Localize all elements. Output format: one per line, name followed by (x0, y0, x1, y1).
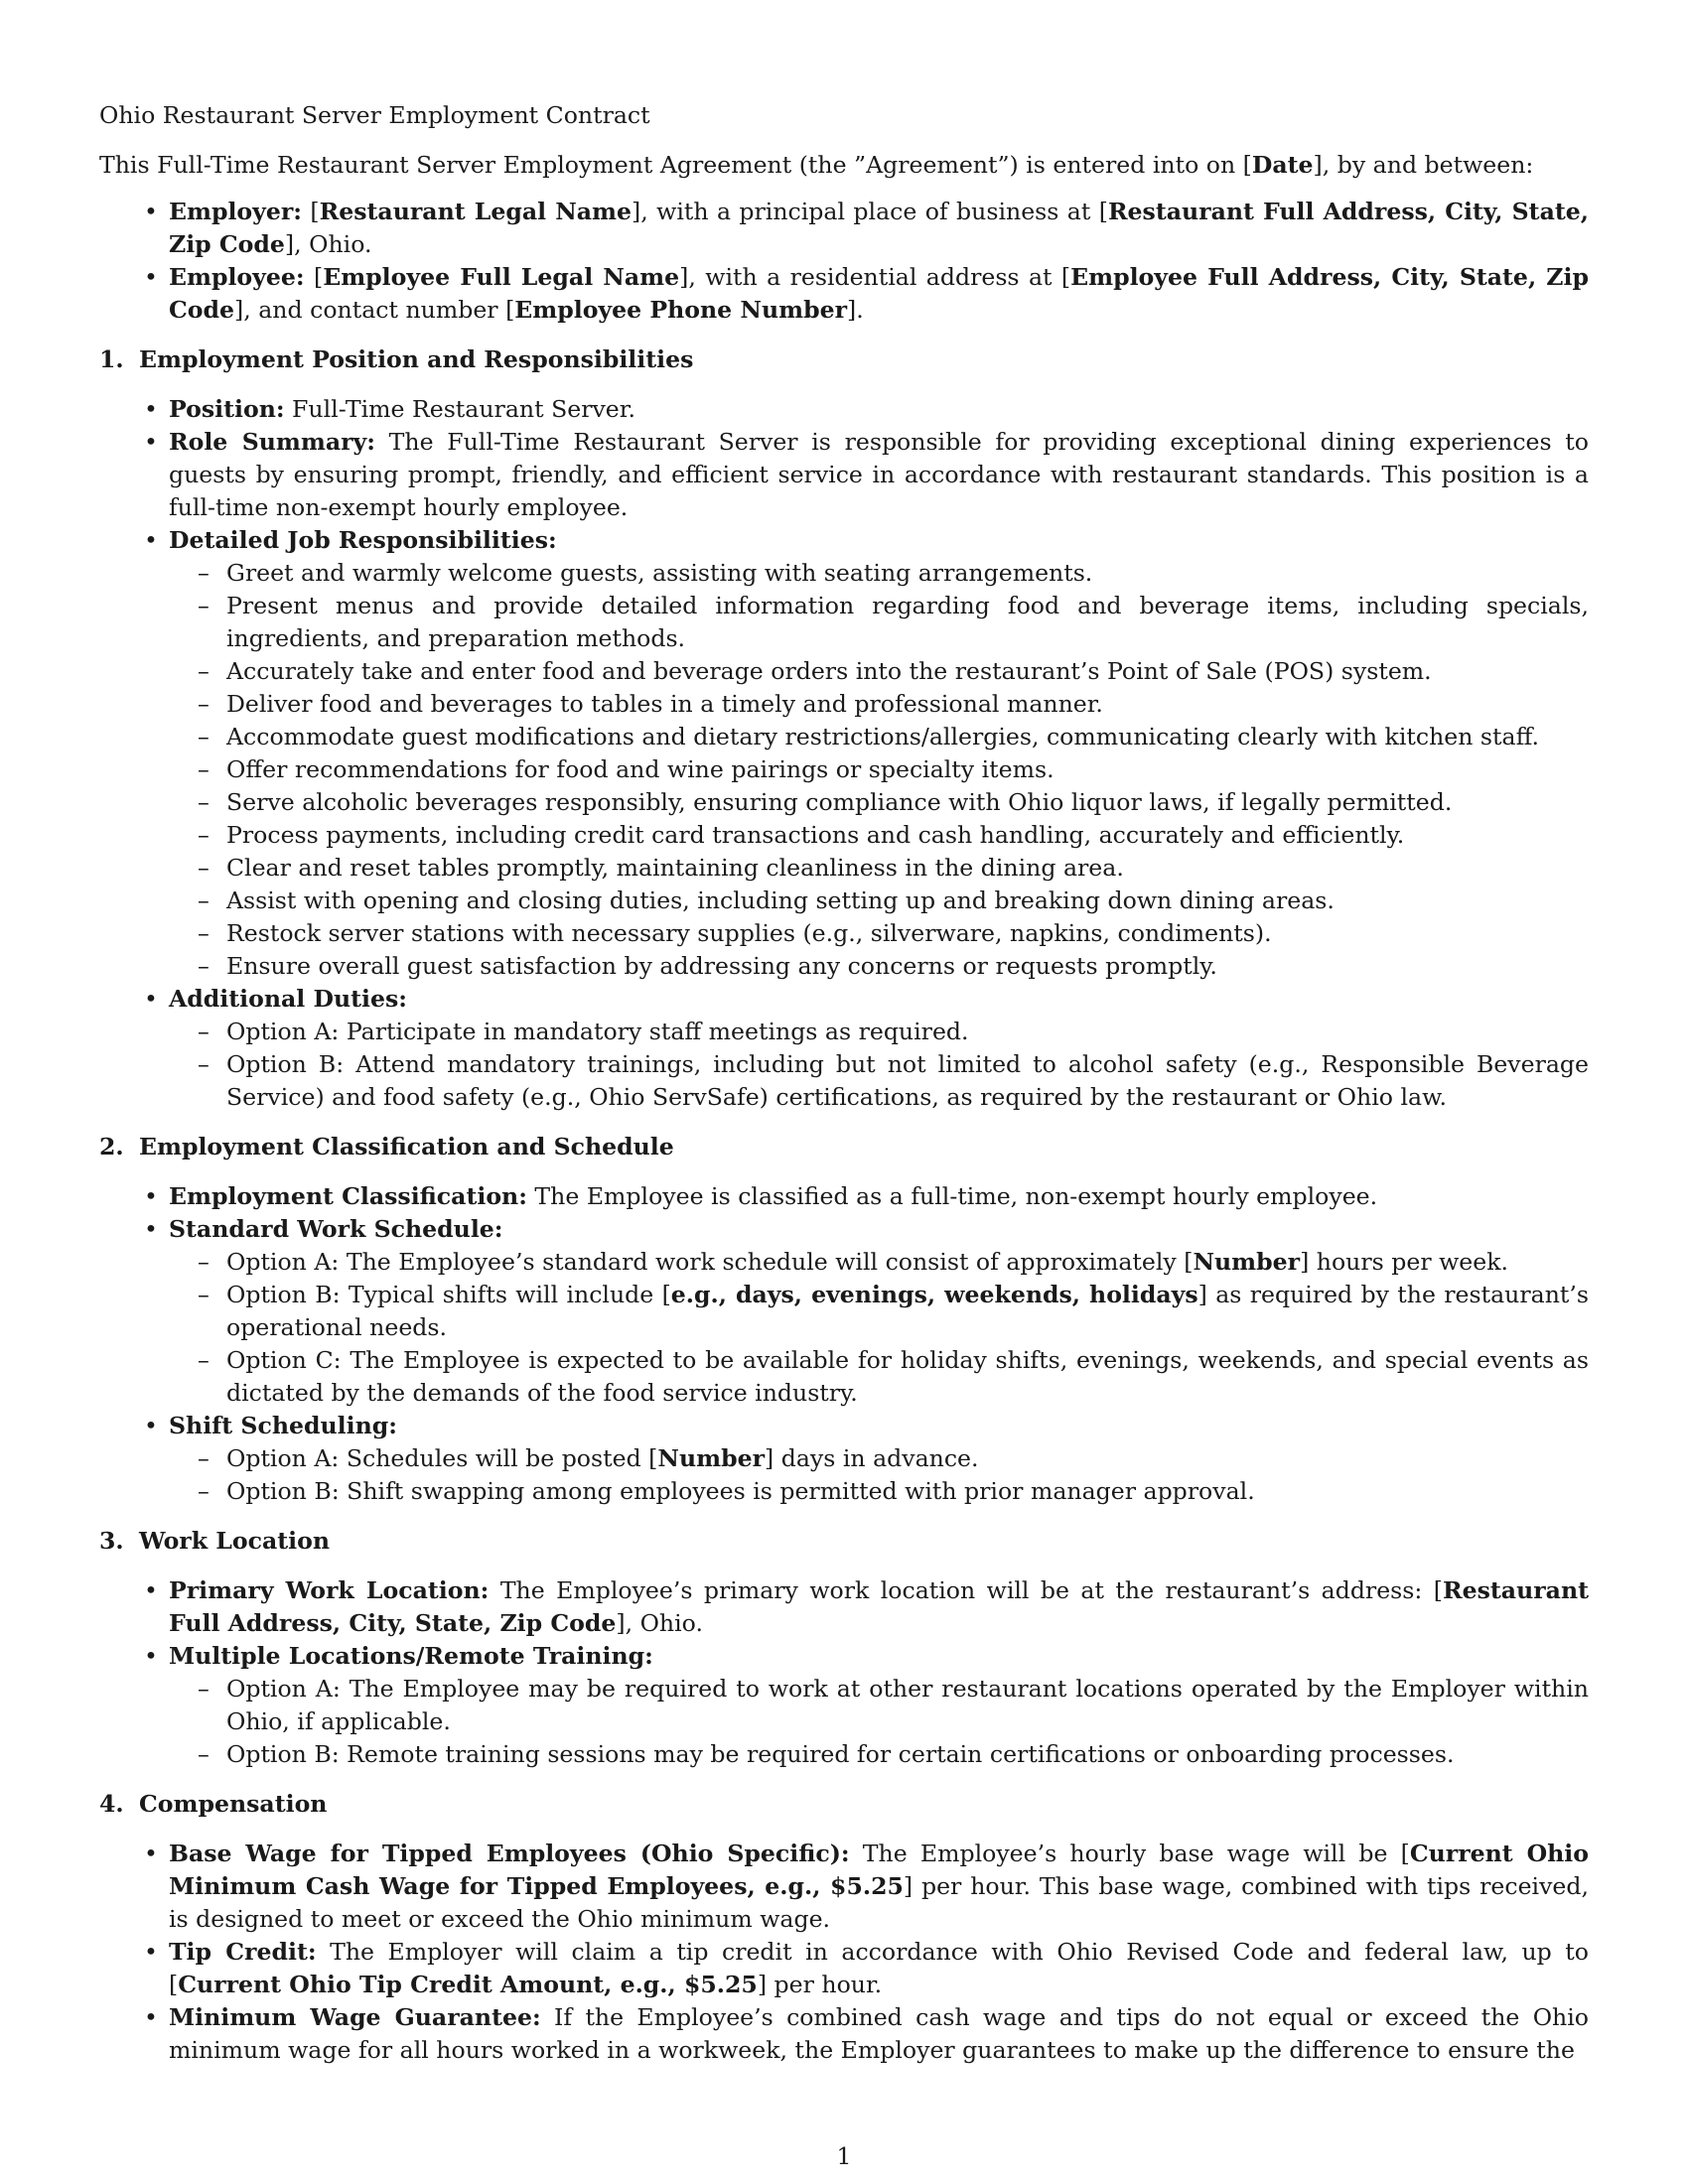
list-item: – Clear and reset tables promptly, maintaining cleanliness in the dining area. (169, 852, 1589, 885)
list-item: – Process payments, including credit card transactions and cash handling, accurately and efficiently. (169, 819, 1589, 852)
list-item: – Option A: The Employee’s standard work schedule will consist of approximately [Number] hours per week. (169, 1246, 1589, 1279)
party-employee: • Employee: [Employee Full Legal Name], with a residential address at [Employee Full Address, City, State, Zip Code], and contact number [Employee Phone Number]. (144, 263, 1589, 324)
bullet-icon: • (144, 1840, 158, 1867)
dash-icon: – (198, 1248, 210, 1276)
document-title: Ohio Restaurant Server Employment Contract (99, 101, 650, 129)
section-3-heading: 3. Work Location (99, 1527, 331, 1555)
location-options-list (169, 1673, 1589, 1771)
list-item: – Option A: Schedules will be posted [Number] days in advance. (169, 1442, 1589, 1475)
bullet-icon: • (144, 198, 158, 225)
section-2-heading: 2. Employment Classification and Schedule (99, 1133, 674, 1160)
multiple-locations-item: • Multiple Locations/Remote Training: – Option A: The Employee may be required to work at other restaurant locations operated by the Employer within Ohio, if applicable. – Option B: Remote training sessions may be required for certain certifications or onboarding processes. (99, 1640, 1589, 1771)
schedule-options-list (169, 1246, 1589, 1410)
list-item: – Deliver food and beverages to tables in a timely and professional manner. (169, 688, 1589, 721)
minimum-wage-item: • Minimum Wage Guarantee: If the Employee’s combined cash wage and tips do not equal or exceed the Ohio minimum wage for all hours worked in a workweek, the Employer guarantees to make up the difference to ensure the (144, 2003, 1589, 2064)
bullet-icon: • (144, 1412, 158, 1439)
dash-icon: – (198, 887, 210, 914)
shift-options-list (169, 1442, 1589, 1508)
page-number: 1 (836, 2142, 852, 2170)
bullet-icon: • (144, 985, 158, 1013)
section-4-heading: 4. Compensation (99, 1790, 328, 1818)
bullet-icon: • (144, 1642, 158, 1670)
tip-credit-item: • Tip Credit: The Employer will claim a tip credit in accordance with Ohio Revised Code and federal law, up to [Current Ohio Tip Credit Amount, e.g., $5.25] per hour. (144, 1938, 1589, 1998)
section-1-list (99, 393, 1589, 1114)
additional-duties-item: • Additional Duties: – Option A: Participate in mandatory staff meetings as required. – Option B: Attend mandatory trainings, including but not limited to alcohol safety (e.g., Responsible Beverage Service) and food safety (e.g., Ohio ServSafe) certifications, as required by the restaurant or Ohio law. (99, 983, 1589, 1114)
dash-icon: – (198, 952, 210, 980)
list-item: – Option B: Remote training sessions may be required for certain certifications or onboarding processes. (169, 1738, 1589, 1771)
dash-icon: – (198, 788, 210, 816)
dash-icon: – (198, 559, 210, 587)
list-item: – Restock server stations with necessary supplies (e.g., silverware, napkins, condiments). (169, 917, 1589, 950)
contract-page (99, 99, 1589, 2067)
list-item: – Serve alcoholic beverages responsibly, ensuring compliance with Ohio liquor laws, if legally permitted. (169, 786, 1589, 819)
classification-item: • Employment Classification: The Employee is classified as a full-time, non-exempt hourly employee. (99, 1180, 1589, 1213)
dash-icon: – (198, 919, 210, 947)
dash-icon: – (198, 1477, 210, 1505)
base-wage-item: • Base Wage for Tipped Employees (Ohio Specific): The Employee’s hourly base wage will be [Current Ohio Minimum Cash Wage for Tipped Employees, e.g., $5.25] per hour. This base wage, combined with tips received, is designed to meet or exceed the Ohio minimum wage. (144, 1840, 1590, 1933)
dash-icon: – (198, 1281, 210, 1308)
party-employer: • Employer: [Restaurant Legal Name], with a principal place of business at [Restaurant Full Address, City, State, Zip Code], Ohio. (144, 198, 1589, 258)
duties-item: • Detailed Job Responsibilities: – Greet and warmly welcome guests, assisting with seating arrangements. – Present menus and provide detailed information regarding food and beverage items, including specials, ingredients, and preparation methods. – Accurately take and enter food and beverage orders into the restaurant’s Point of Sale (POS) system. – Deliver food and beverages to tables in a timely and professional manner. – Accommodate guest modifications and dietary restrictions/allergies, communicating clearly with kitchen staff. – Offer recommendations for food and wine pairings or specialty items. – Serve alcoholic beverages responsibly, ensuring compliance with Ohio liquor laws, if legally permitted. – Process payments, including credit card transactions and cash handling, accurately and efficiently. – Clear and reset tables promptly, maintaining cleanliness in the dining area. – Assist with opening and closing duties, including setting up and breaking down dining areas. – Restock server stations with necessary supplies (e.g., silverware, napkins, condiments). – Ensure overall guest satisfaction by addressing any concerns or requests promptly. (99, 524, 1589, 983)
bullet-icon: • (144, 395, 158, 423)
list-item: – Accurately take and enter food and beverage orders into the restaurant’s Point of Sale (POS) system. (169, 655, 1589, 688)
shift-scheduling-item: • Shift Scheduling: – Option A: Schedules will be posted [Number] days in advance. – Option B: Shift swapping among employees is permitted with prior manager approval. (99, 1410, 1589, 1508)
list-item: – Assist with opening and closing duties, including setting up and breaking down dining areas. (169, 885, 1589, 917)
parties-list (99, 196, 1589, 327)
dash-icon: – (198, 690, 210, 718)
schedule-item: • Standard Work Schedule: – Option A: The Employee’s standard work schedule will consist of approximately [Number] hours per week. – Option B: Typical shifts will include [e.g., days, evenings, weekends, holidays] as required by the restaurant’s operational needs. – Option C: The Employee is expected to be available for holiday shifts, evenings, weekends, and special events as dictated by the demands of the food service industry. (99, 1213, 1589, 1410)
bullet-icon: • (144, 1215, 158, 1243)
list-item: – Present menus and provide detailed information regarding food and beverage items, including specials, ingredients, and preparation methods. (198, 592, 1589, 652)
dash-icon: – (198, 1050, 210, 1078)
additional-duties-list (169, 1016, 1589, 1114)
bullet-icon: • (144, 2003, 158, 2031)
bullet-icon: • (144, 1576, 158, 1604)
dash-icon: – (198, 723, 210, 751)
dash-icon: – (198, 1444, 210, 1472)
position-item: • Position: Full-Time Restaurant Server. (99, 393, 1589, 426)
primary-location-item: • Primary Work Location: The Employee’s primary work location will be at the restaurant’s address: [Restaurant Full Address, City, State, Zip Code], Ohio. (144, 1576, 1589, 1637)
list-item: – Option B: Attend mandatory trainings, including but not limited to alcohol safety (e.g., Responsible Beverage Service) and food safety (e.g., Ohio ServSafe) certifications, as required by the restaurant or Ohio law. (198, 1050, 1589, 1111)
bullet-icon: • (144, 1938, 158, 1966)
list-item: – Accommodate guest modifications and dietary restrictions/allergies, communicating clearly with kitchen staff. (169, 721, 1589, 753)
section-4-list (99, 1838, 1589, 2067)
list-item: – Offer recommendations for food and wine pairings or specialty items. (169, 753, 1589, 786)
dash-icon: – (198, 657, 210, 685)
list-item: – Option A: The Employee may be required to work at other restaurant locations operated by the Employer within Ohio, if applicable. (198, 1675, 1589, 1735)
list-item: – Option C: The Employee is expected to be available for holiday shifts, evenings, weekends, and special events as dictated by the demands of the food service industry. (198, 1346, 1589, 1407)
bullet-icon: • (144, 1182, 158, 1210)
intro-paragraph: This Full-Time Restaurant Server Employment Agreement (the ”Agreement”) is entered into on [Date], by and between: (99, 151, 1534, 179)
list-item: – Ensure overall guest satisfaction by addressing any concerns or requests promptly. (169, 950, 1589, 983)
dash-icon: – (198, 755, 210, 783)
section-2-list (99, 1180, 1589, 1508)
section-3-list (99, 1574, 1589, 1771)
dash-icon: – (198, 1675, 210, 1703)
dash-icon: – (198, 592, 210, 619)
duties-list (169, 557, 1589, 983)
dash-icon: – (198, 854, 210, 882)
role-summary-item: • Role Summary: The Full-Time Restaurant Server is responsible for providing exceptional dining experiences to guests by ensuring prompt, friendly, and efficient service in accordance with restaurant standards. This position is a full-time non-exempt hourly employee. (144, 428, 1589, 521)
dash-icon: – (198, 1346, 210, 1374)
list-item: – Option A: Participate in mandatory staff meetings as required. (169, 1016, 1589, 1048)
section-1-heading: 1. Employment Position and Responsibilities (99, 345, 694, 373)
dash-icon: – (198, 1740, 210, 1768)
list-item: – Greet and warmly welcome guests, assisting with seating arrangements. (169, 557, 1589, 590)
list-item: – Option B: Typical shifts will include [e.g., days, evenings, weekends, holidays] as required by the restaurant’s operational needs. (198, 1281, 1590, 1341)
list-item: – Option B: Shift swapping among employees is permitted with prior manager approval. (169, 1475, 1589, 1508)
dash-icon: – (198, 1018, 210, 1045)
dash-icon: – (198, 821, 210, 849)
bullet-icon: • (144, 526, 158, 554)
bullet-icon: • (144, 428, 158, 456)
bullet-icon: • (144, 263, 158, 291)
date-placeholder: Date (1251, 151, 1314, 179)
